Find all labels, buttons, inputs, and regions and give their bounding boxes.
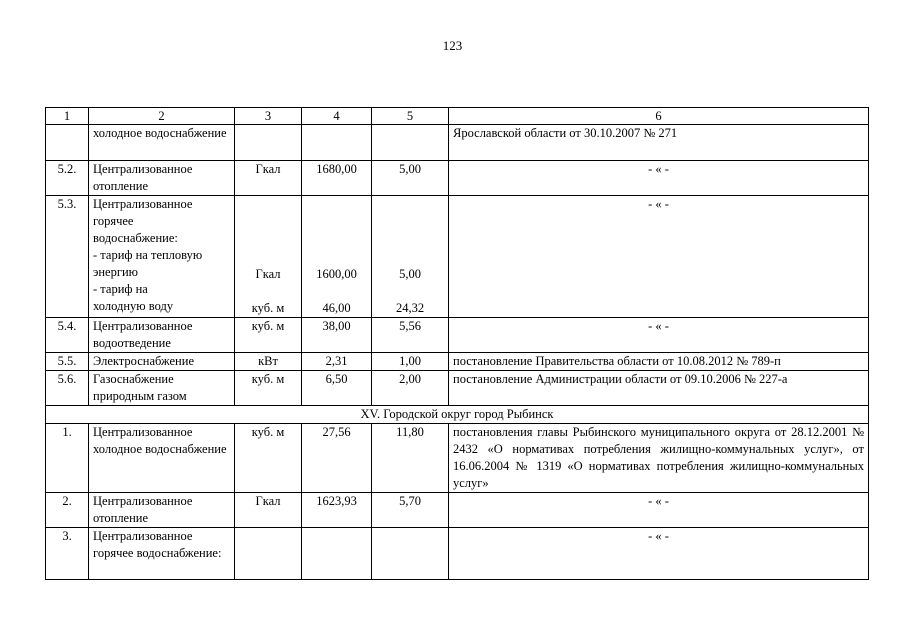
unit-cell — [235, 196, 302, 318]
row-number: 5.4. — [46, 318, 89, 353]
value: 5,00 — [399, 267, 421, 281]
value-cell: 5,56 — [372, 318, 449, 353]
value: 46,00 — [322, 301, 351, 315]
value-cell — [302, 528, 372, 580]
value-cell: 1680,00 — [302, 161, 372, 196]
unit-cell — [235, 528, 302, 580]
value-cell — [302, 196, 372, 318]
service-name: Централизованное отопление — [89, 161, 235, 196]
section-title: XV. Городской округ город Рыбинск — [46, 406, 869, 424]
value-cell — [372, 196, 449, 318]
unit-cell: Гкал — [235, 161, 302, 196]
row-number: 5.3. — [46, 196, 89, 318]
column-header: 2 — [89, 108, 235, 125]
table-row — [46, 493, 869, 528]
value-cell — [372, 528, 449, 580]
table-header-row — [46, 108, 869, 125]
document-reference: Ярославской области от 30.10.2007 № 271 — [449, 125, 869, 161]
table-row — [46, 318, 869, 353]
service-name: Централизованное водоотведение — [89, 318, 235, 353]
row-number: 1. — [46, 424, 89, 493]
column-header: 3 — [235, 108, 302, 125]
unit-cell — [235, 125, 302, 161]
value-cell: 1,00 — [372, 353, 449, 371]
value-cell: 27,56 — [302, 424, 372, 493]
section-row — [46, 406, 869, 424]
service-name-line: холодную воду — [93, 299, 174, 313]
norms-table — [45, 107, 869, 580]
document-reference: - « - — [449, 196, 869, 318]
table-row — [46, 353, 869, 371]
unit-value: Гкал — [255, 267, 281, 281]
service-name-line: - тариф на тепловую — [93, 248, 203, 262]
value-cell: 2,31 — [302, 353, 372, 371]
service-name: холодное водоснабжение — [89, 125, 235, 161]
value: 24,32 — [395, 301, 425, 315]
table-row — [46, 371, 869, 406]
row-number — [46, 125, 89, 161]
row-number: 3. — [46, 528, 89, 580]
value-cell: 5,00 — [372, 161, 449, 196]
row-number: 2. — [46, 493, 89, 528]
value-cell — [302, 125, 372, 161]
document-reference: - « - — [449, 161, 869, 196]
service-name: Электроснабжение — [89, 353, 235, 371]
column-header: 6 — [449, 108, 869, 125]
column-header: 4 — [302, 108, 372, 125]
unit-cell: Гкал — [235, 493, 302, 528]
document-reference: постановления главы Рыбинского муниципального округа от 28.12.2001 № 2432 «О нормативах потребления жилищно-коммунальных услуг», от 16.06.2004 № 1319 «О нормативах потребления жилищно-коммунальных услуг» — [449, 424, 869, 493]
table-row — [46, 528, 869, 580]
unit-cell: куб. м — [235, 424, 302, 493]
column-header: 1 — [46, 108, 89, 125]
service-name: Централизованное горячее водоснабжение: — [89, 528, 235, 580]
page-number: 123 — [442, 38, 463, 53]
table-row — [46, 196, 869, 318]
service-name: Централизованное холодное водоснабжение — [89, 424, 235, 493]
service-name-line: водоснабжение: — [93, 231, 178, 245]
row-number: 5.5. — [46, 353, 89, 371]
column-header: 5 — [372, 108, 449, 125]
value-cell: 5,70 — [372, 493, 449, 528]
value-cell: 6,50 — [302, 371, 372, 406]
document-reference: - « - — [449, 493, 869, 528]
document-reference: - « - — [449, 318, 869, 353]
document-reference: - « - — [449, 528, 869, 580]
service-name-line: горячее — [93, 214, 134, 228]
service-name — [89, 196, 235, 318]
value-cell: 1623,93 — [302, 493, 372, 528]
service-name-line: энергию — [93, 265, 139, 279]
service-name-line: - тариф на — [93, 282, 148, 296]
unit-cell: куб. м — [235, 371, 302, 406]
document-reference: постановление Администрации области от 09.10.2006 № 227-а — [449, 371, 869, 406]
table-row — [46, 161, 869, 196]
value-cell: 38,00 — [302, 318, 372, 353]
document-reference: постановление Правительства области от 10.08.2012 № 789-п — [449, 353, 869, 371]
unit-value: куб. м — [251, 301, 285, 315]
row-number: 5.2. — [46, 161, 89, 196]
value-cell: 11,80 — [372, 424, 449, 493]
value-cell: 2,00 — [372, 371, 449, 406]
value: 1600,00 — [316, 267, 357, 281]
unit-cell: кВт — [235, 353, 302, 371]
service-name: Централизованное отопление — [89, 493, 235, 528]
table-row — [46, 125, 869, 161]
table-row — [46, 424, 869, 493]
service-name: Газоснабжение природным газом — [89, 371, 235, 406]
service-name-line: Централизованное — [93, 197, 193, 211]
unit-cell: куб. м — [235, 318, 302, 353]
row-number: 5.6. — [46, 371, 89, 406]
value-cell — [372, 125, 449, 161]
